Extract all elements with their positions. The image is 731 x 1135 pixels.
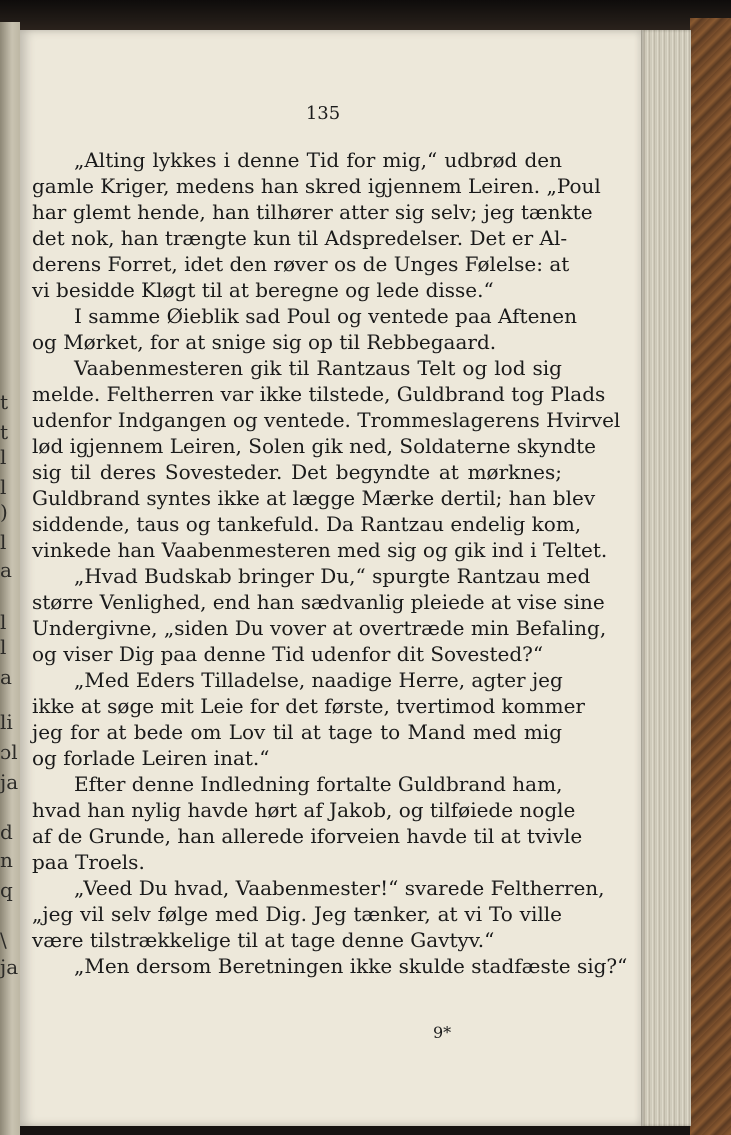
text-line: jeg for at bede om Lov til at tage to Mand med mig bbox=[32, 720, 562, 744]
text-line: har glemt hende, han tilhører atter sig selv; jeg tænkte bbox=[32, 200, 593, 224]
text-line: lød igjennem Leiren, Solen gik ned, Soldaterne skyndte bbox=[32, 434, 596, 458]
text-line: sig til deres Sovesteder. Det begyndte at mørknes; bbox=[32, 460, 562, 484]
text-line: og viser Dig paa denne Tid udenfor dit Sovested?“ bbox=[32, 642, 544, 666]
book-cover-edge bbox=[690, 18, 731, 1135]
page-edges bbox=[641, 30, 691, 1126]
text-line: af de Grunde, han allerede iforveien havde til at tvivle bbox=[32, 824, 583, 848]
text-line: gamle Kriger, medens han skred igjennem Leiren. „Poul bbox=[32, 174, 601, 198]
left-fragment: li bbox=[0, 710, 13, 734]
text-line: „Hvad Budskab bringer Du,“ spurgte Rantzau med bbox=[74, 564, 591, 588]
text-line: „jeg vil selv følge med Dig. Jeg tænker, at vi To ville bbox=[32, 902, 562, 926]
book-page bbox=[20, 30, 641, 1126]
text-line: melde. Feltherren var ikke tilstede, Guldbrand tog Plads bbox=[32, 382, 606, 406]
text-line: derens Forret, idet den røver os de Unges Følelse: at bbox=[32, 252, 570, 276]
left-fragment: l bbox=[0, 635, 7, 659]
text-line: og forlade Leiren inat.“ bbox=[32, 746, 270, 770]
text-line: det nok, han trængte kun til Adspredelser. Det er Al- bbox=[32, 226, 568, 250]
left-fragment: \ bbox=[0, 928, 7, 952]
text-line: større Venlighed, end han sædvanlig pleiede at vise sine bbox=[32, 590, 605, 614]
left-fragment: ) bbox=[0, 500, 8, 524]
left-page-edge bbox=[0, 22, 20, 1135]
text-line: „Alting lykkes i denne Tid for mig,“ udbrød den bbox=[74, 148, 562, 172]
text-line: Undergivne, „siden Du vover at overtræde min Befaling, bbox=[32, 616, 607, 640]
text-line: hvad han nylig havde hørt af Jakob, og tilføiede nogle bbox=[32, 798, 576, 822]
signature-mark: 9* bbox=[433, 1023, 452, 1042]
text-line: paa Troels. bbox=[32, 850, 145, 874]
text-line: ikke at søge mit Leie for det første, tvertimod kommer bbox=[32, 694, 585, 718]
text-line: I samme Øieblik sad Poul og ventede paa Aftenen bbox=[74, 304, 577, 328]
left-fragment: t bbox=[0, 390, 9, 414]
left-fragment: q bbox=[0, 878, 13, 902]
left-fragment: ja bbox=[0, 770, 19, 794]
text-line: være tilstrækkelige til at tage denne Gavtyv.“ bbox=[32, 928, 495, 952]
text-line: Vaabenmesteren gik til Rantzaus Telt og lod sig bbox=[74, 356, 562, 380]
text-line: vi besidde Kløgt til at beregne og lede disse.“ bbox=[32, 278, 494, 302]
left-page-fragments bbox=[0, 22, 20, 1135]
page-number: 135 bbox=[305, 103, 341, 124]
text-line: Efter denne Indledning fortalte Guldbrand ham, bbox=[74, 772, 563, 796]
left-fragment: l bbox=[0, 610, 7, 634]
left-fragment: n bbox=[0, 848, 13, 872]
text-line: og Mørket, for at snige sig op til Rebbegaard. bbox=[32, 330, 497, 354]
left-fragment: a bbox=[0, 558, 12, 582]
left-fragment: l bbox=[0, 475, 7, 499]
left-fragment: d bbox=[0, 820, 13, 844]
text-line: siddende, taus og tankefuld. Da Rantzau endelig kom, bbox=[32, 512, 582, 536]
text-line: „Med Eders Tilladelse, naadige Herre, agter jeg bbox=[74, 668, 563, 692]
left-fragment: ja bbox=[0, 955, 19, 979]
text-line: vinkede han Vaabenmesteren med sig og gik ind i Teltet. bbox=[32, 538, 608, 562]
left-fragment: t bbox=[0, 420, 9, 444]
left-fragment: l bbox=[0, 445, 7, 469]
text-line: Guldbrand syntes ikke at lægge Mærke dertil; han blev bbox=[32, 486, 596, 510]
text-line: „Veed Du hvad, Vaabenmester!“ svarede Feltherren, bbox=[74, 876, 605, 900]
left-fragment: a bbox=[0, 665, 12, 689]
text-line: udenfor Indgangen og ventede. Trommeslagerens Hvirvel bbox=[32, 408, 621, 432]
left-fragment: ɔl bbox=[0, 740, 18, 764]
text-line: „Men dersom Beretningen ikke skulde stadfæste sig?“ bbox=[74, 954, 628, 978]
book-cover-top bbox=[0, 0, 731, 30]
left-fragment: l bbox=[0, 530, 7, 554]
